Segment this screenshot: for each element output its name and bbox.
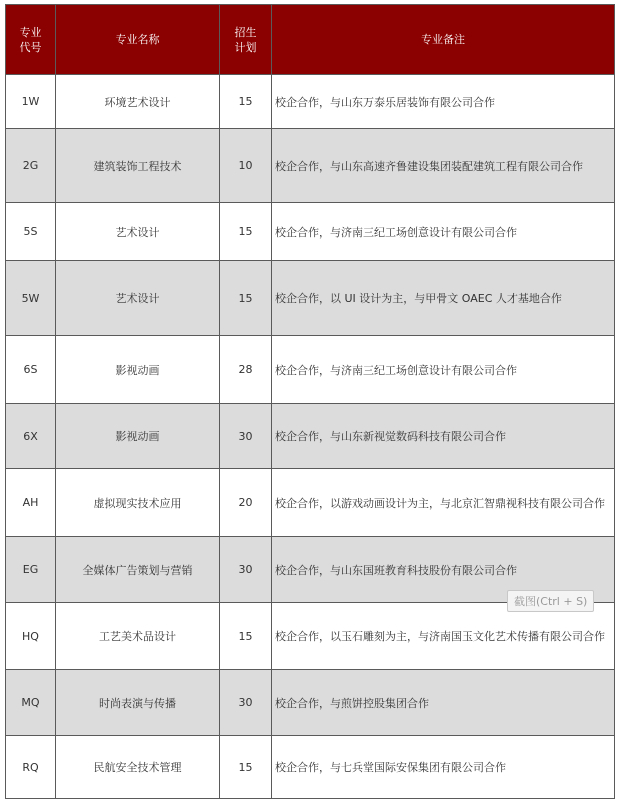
cell-name: 建筑装饰工程技术 xyxy=(56,129,220,203)
header-plan-line2: 计划 xyxy=(234,40,257,54)
cell-plan: 15 xyxy=(220,261,272,336)
header-code-line1: 专业 xyxy=(19,25,42,39)
cell-name: 全媒体广告策划与营销 xyxy=(56,537,220,603)
table-row xyxy=(6,75,615,129)
cell-plan: 15 xyxy=(220,736,272,799)
cell-code: 2G xyxy=(6,129,56,203)
cell-plan: 30 xyxy=(220,404,272,469)
cell-plan: 15 xyxy=(220,75,272,129)
table-body xyxy=(6,75,615,799)
cell-remark: 校企合作，与山东万泰乐居装饰有限公司合作 xyxy=(272,75,615,129)
header-remark: 专业备注 xyxy=(272,5,615,75)
cell-code: AH xyxy=(6,469,56,537)
cell-remark: 校企合作，与济南三纪工场创意设计有限公司合作 xyxy=(272,203,615,261)
cell-code: 5S xyxy=(6,203,56,261)
cell-remark: 校企合作，与山东高速齐鲁建设集团装配建筑工程有限公司合作 xyxy=(272,129,615,203)
cell-plan: 30 xyxy=(220,537,272,603)
cell-name: 时尚表演与传播 xyxy=(56,670,220,736)
cell-remark: 校企合作，与山东新视觉数码科技有限公司合作 xyxy=(272,404,615,469)
cell-name: 艺术设计 xyxy=(56,203,220,261)
cell-code: 1W xyxy=(6,75,56,129)
table-row xyxy=(6,203,615,261)
cell-plan: 15 xyxy=(220,203,272,261)
cell-code: 5W xyxy=(6,261,56,336)
cell-name: 艺术设计 xyxy=(56,261,220,336)
cell-remark: 校企合作，与山东国班教育科技股份有限公司合作 xyxy=(272,537,615,603)
cell-name: 影视动画 xyxy=(56,404,220,469)
table-row xyxy=(6,670,615,736)
header-row xyxy=(6,5,615,75)
header-name: 专业名称 xyxy=(56,5,220,75)
header-code-line2: 代号 xyxy=(19,40,42,54)
screenshot-tooltip: 截图(Ctrl + S) xyxy=(507,590,594,612)
header-code xyxy=(6,5,56,75)
majors-table xyxy=(5,4,615,799)
cell-plan: 20 xyxy=(220,469,272,537)
header-plan xyxy=(220,5,272,75)
cell-code: HQ xyxy=(6,603,56,670)
cell-remark: 校企合作，与济南三纪工场创意设计有限公司合作 xyxy=(272,336,615,404)
table-row xyxy=(6,336,615,404)
table-row xyxy=(6,736,615,799)
cell-code: 6X xyxy=(6,404,56,469)
table-row xyxy=(6,469,615,537)
cell-remark: 校企合作，与煎饼控股集团合作 xyxy=(272,670,615,736)
table-row xyxy=(6,404,615,469)
header-plan-line1: 招生 xyxy=(234,25,257,39)
cell-remark: 校企合作，与七兵堂国际安保集团有限公司合作 xyxy=(272,736,615,799)
cell-code: EG xyxy=(6,537,56,603)
cell-code: 6S xyxy=(6,336,56,404)
cell-remark: 校企合作，以玉石雕刻为主，与济南国玉文化艺术传播有限公司合作 xyxy=(272,603,615,670)
table-row xyxy=(6,129,615,203)
cell-plan: 15 xyxy=(220,603,272,670)
cell-code: RQ xyxy=(6,736,56,799)
table-row xyxy=(6,603,615,670)
cell-plan: 30 xyxy=(220,670,272,736)
cell-name: 影视动画 xyxy=(56,336,220,404)
cell-name: 民航安全技术管理 xyxy=(56,736,220,799)
table-row xyxy=(6,261,615,336)
cell-code: MQ xyxy=(6,670,56,736)
cell-name: 环境艺术设计 xyxy=(56,75,220,129)
cell-name: 虚拟现实技术应用 xyxy=(56,469,220,537)
cell-remark: 校企合作，以 UI 设计为主，与甲骨文 OAEC 人才基地合作 xyxy=(272,261,615,336)
cell-plan: 10 xyxy=(220,129,272,203)
cell-name: 工艺美术品设计 xyxy=(56,603,220,670)
cell-remark: 校企合作，以游戏动画设计为主，与北京汇智鼎视科技有限公司合作 xyxy=(272,469,615,537)
cell-plan: 28 xyxy=(220,336,272,404)
